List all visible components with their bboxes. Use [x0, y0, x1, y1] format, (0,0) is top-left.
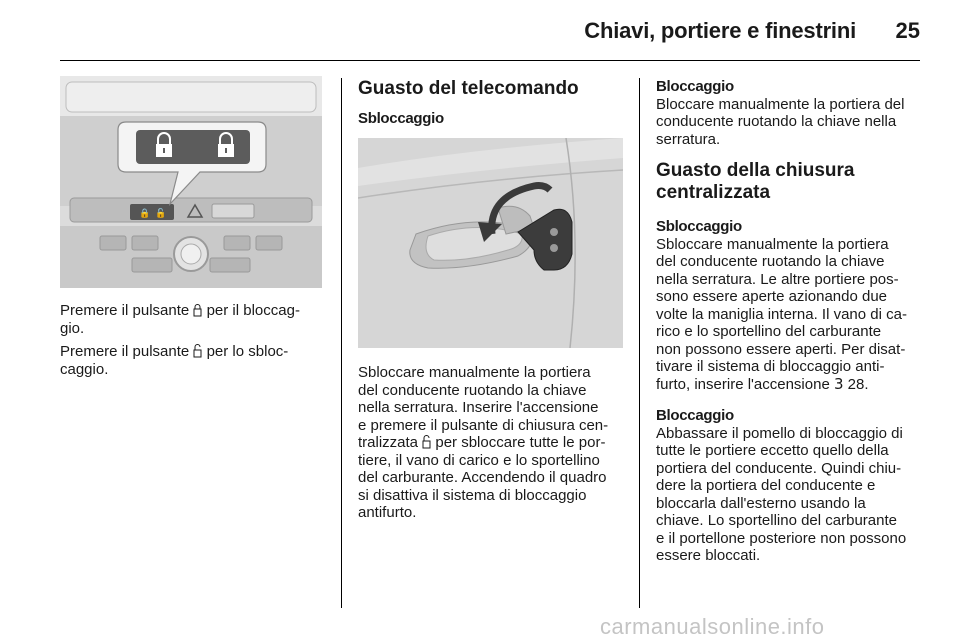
text-line: conducente ruotando la chiave nella [656, 113, 897, 130]
text-line: tivare il sistema di bloccaggio anti- [656, 358, 885, 375]
column-2-text [358, 78, 630, 128]
text-line: serratura. [656, 130, 721, 148]
text-line: tiere, il vano di carico e lo sportellino [358, 451, 600, 469]
text: Premere il pulsante [60, 302, 194, 319]
arrow-ref-icon[interactable]: 3 [833, 374, 844, 393]
text-line: furto, inserire l'accensione [656, 375, 834, 393]
text-line: per sbloccare tutte le por- [431, 434, 606, 451]
text-line: dere la portiera del conducente e [656, 477, 876, 494]
text: Premere il pulsante [60, 343, 194, 360]
text-line: Bloccare manualmente la portiera del [656, 95, 905, 113]
text-line: non possono essere aperti. Per disat- [656, 340, 906, 358]
unlock-procedure-text [358, 364, 630, 522]
section-heading-central-lock-failure [656, 160, 926, 204]
dashboard-lock-buttons-figure [60, 76, 322, 288]
text-line: Abbassare il pomello di bloccaggio di [656, 424, 903, 442]
section-heading-remote-failure: Guasto del telecomando [358, 78, 579, 99]
text-line: essere bloccati. [656, 547, 761, 564]
text-line: bloccarla dall'esterno usando la [656, 494, 866, 512]
central-lock-text [656, 425, 926, 565]
text-line: volte la maniglia interna. Il vano di ca- [656, 305, 907, 323]
svg-text:🔓: 🔓 [155, 209, 167, 219]
subheading-locking: Bloccaggio [656, 407, 734, 424]
text-line: del conducente ruotando la chiave [656, 253, 885, 270]
text-line: tutte le portiere eccetto quello della [656, 442, 889, 459]
column-3-text [656, 78, 926, 565]
unlock-icon [422, 435, 431, 449]
text: per lo sbloc- [202, 343, 289, 360]
column-divider-1 [341, 78, 342, 608]
heading-line: Guasto della chiusura [656, 160, 855, 181]
text-line: rico e lo sportellino del carburante [656, 323, 882, 340]
text: gio. [60, 319, 85, 337]
svg-text:🔒: 🔒 [139, 209, 151, 219]
text-line: chiave. Lo sportellino del carburante [656, 512, 897, 529]
subheading-unlocking: Sbloccaggio [656, 218, 742, 235]
subheading-unlocking: Sbloccaggio [358, 110, 444, 127]
text: per il bloccag- [202, 302, 300, 319]
text-line: del carburante. Accendendo il quadro [358, 469, 607, 486]
page-number: 25 [895, 18, 920, 43]
text-line: tralizzata [358, 434, 423, 451]
column-1-text [60, 302, 330, 378]
text-line: del conducente ruotando la chiave [358, 381, 587, 399]
paragraph-lock-instruction [60, 302, 330, 337]
door-key-figure [358, 138, 623, 348]
column-divider-2 [639, 78, 640, 608]
text-line: antifurto. [358, 504, 417, 521]
text-line: nella serratura. Inserire l'accensione [358, 399, 599, 416]
paragraph-unlock-instruction [60, 343, 330, 378]
text-line: si disattiva il sistema di bloccaggio [358, 486, 587, 504]
column-2-body [358, 364, 630, 522]
text-line: sono essere aperte azionando due [656, 288, 888, 305]
text-line: e il portellone posteriore non possono [656, 529, 907, 547]
header-divider [60, 60, 920, 61]
central-unlock-text [656, 236, 926, 394]
page-title: Chiavi, portiere e finestrini [584, 18, 856, 43]
watermark: carmanualsonline.info [600, 614, 825, 639]
text-line: nella serratura. Le altre portiere pos- [656, 270, 899, 288]
heading-line: centralizzata [656, 182, 771, 203]
page-reference[interactable]: 28. [843, 375, 869, 393]
text-line: Sbloccare manualmente la portiera [358, 364, 591, 381]
text-line: e premere il pulsante di chiusura cen- [358, 416, 609, 434]
text-line: portiera del conducente. Quindi chiu- [656, 459, 902, 477]
text: caggio. [60, 360, 109, 378]
manual-lock-text [656, 96, 926, 149]
text-line: Sbloccare manualmente la portiera [656, 235, 889, 253]
subheading-locking: Bloccaggio [656, 78, 734, 95]
